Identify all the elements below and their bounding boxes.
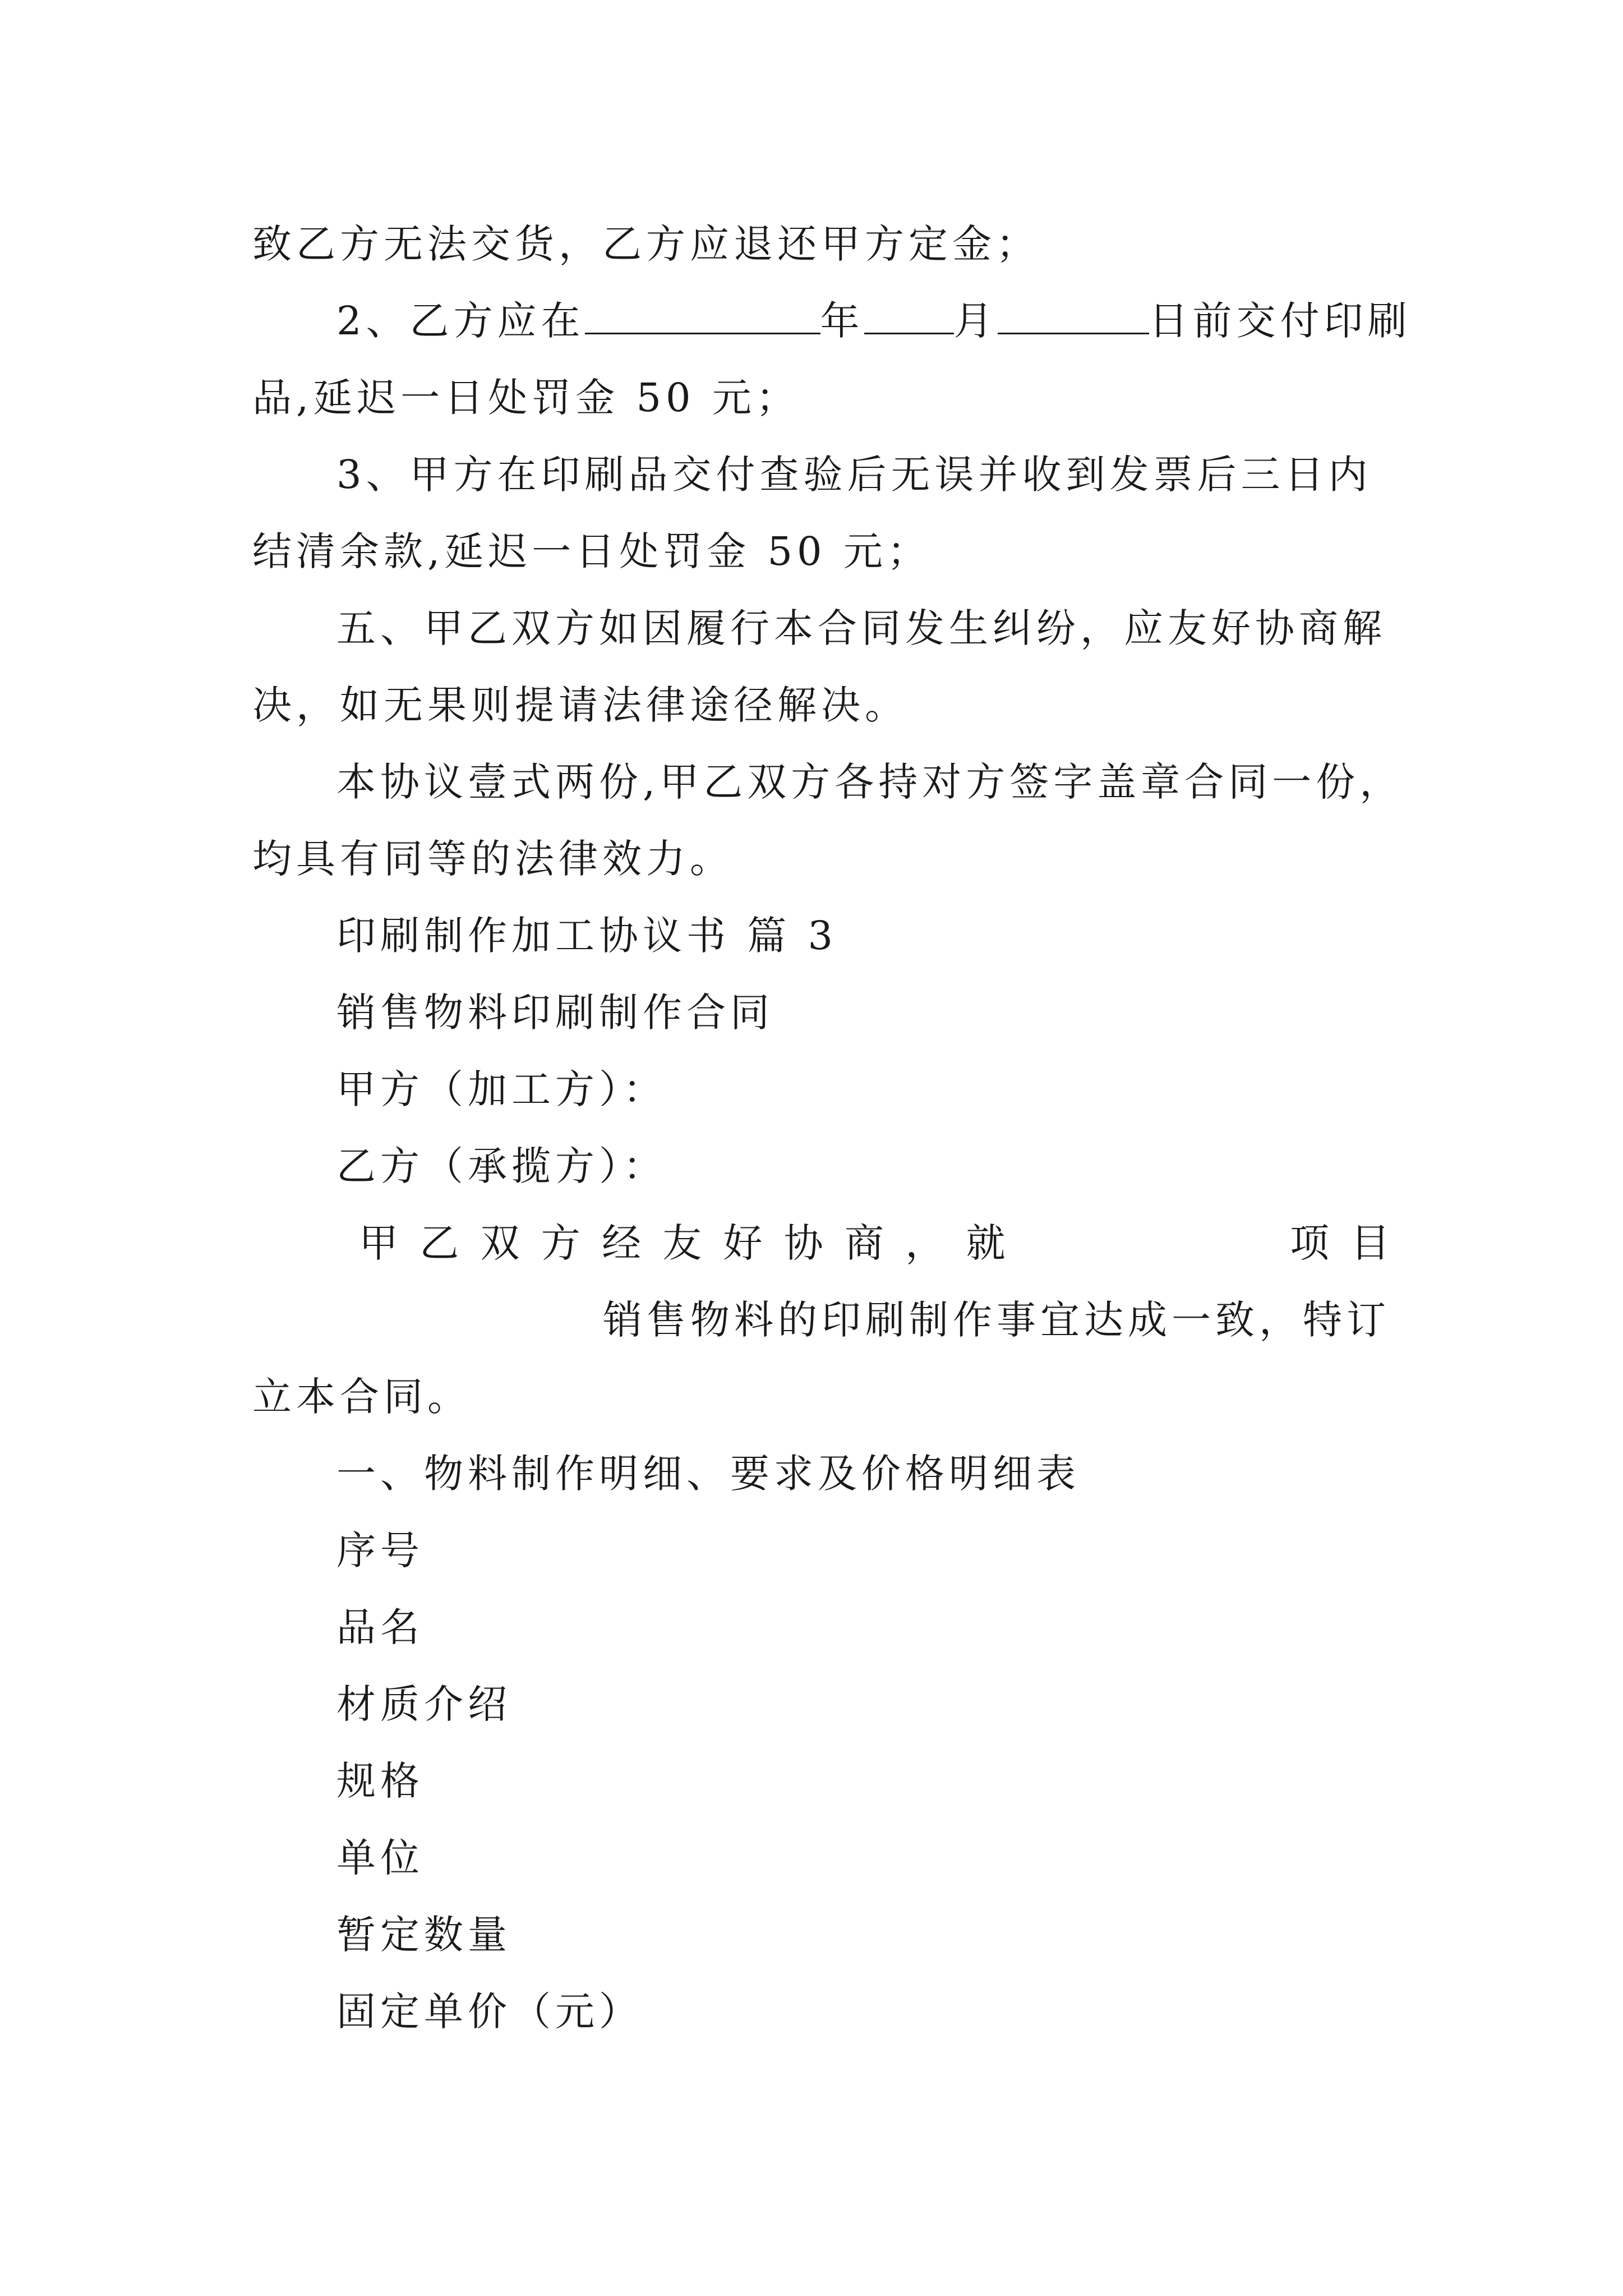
table-header-item: 固定单价（元） <box>336 1989 643 2035</box>
table-header-item: 暂定数量 <box>336 1912 511 1958</box>
text-line: 本协议壹式两份,甲乙双方各持对方签字盖章合同一份， <box>336 759 1404 805</box>
text-segment: 日前交付印刷 <box>1149 298 1412 344</box>
text-line: 立本合同。 <box>252 1374 471 1420</box>
text-line: 决，如无果则提请法律途径解决。 <box>252 682 909 728</box>
table-header-item: 单位 <box>336 1835 424 1881</box>
blank-month[interactable] <box>864 293 954 334</box>
text-segment: 年 <box>820 298 864 344</box>
text-line: 五、甲乙双方如因履行本合同发生纠纷，应友好协商解 <box>336 605 1386 651</box>
table-header-item: 品名 <box>336 1604 424 1650</box>
table-header-item: 材质介绍 <box>336 1681 511 1727</box>
party-b-label: 乙方（承揽方）： <box>336 1143 667 1189</box>
text-line: 销售物料的印刷制作事宜达成一致，特订 <box>603 1297 1390 1343</box>
contract-title: 销售物料印刷制作合同 <box>336 990 774 1036</box>
text-segment: 项 目 <box>1290 1220 1395 1266</box>
blank-year[interactable] <box>585 293 820 334</box>
section-heading: 印刷制作加工协议书 篇 3 <box>336 913 838 959</box>
text-line: 品,延迟一日处罚金 50 元； <box>252 375 800 421</box>
blank-day[interactable] <box>998 293 1149 334</box>
text-segment: 甲 乙 双 方 经 友 好 协 商 ， 就 <box>359 1220 1010 1266</box>
text-line: 均具有同等的法律效力。 <box>252 836 734 882</box>
text-line-delivery-date <box>336 293 1412 349</box>
party-a-label: 甲方（加工方）： <box>336 1066 667 1112</box>
text-line: 致乙方无法交货，乙方应退还甲方定金； <box>252 221 1040 267</box>
table-header-item: 序号 <box>336 1527 424 1573</box>
table-header-item: 规格 <box>336 1758 424 1804</box>
text-line: 3、甲方在印刷品交付查验后无误并收到发票后三日内 <box>336 452 1372 498</box>
text-segment: 月 <box>953 298 998 344</box>
section-heading: 一、物料制作明细、要求及价格明细表 <box>336 1451 1080 1497</box>
text-segment: 2、乙方应在 <box>336 298 585 344</box>
text-line: 结清余款,延迟一日处罚金 50 元； <box>252 528 931 574</box>
